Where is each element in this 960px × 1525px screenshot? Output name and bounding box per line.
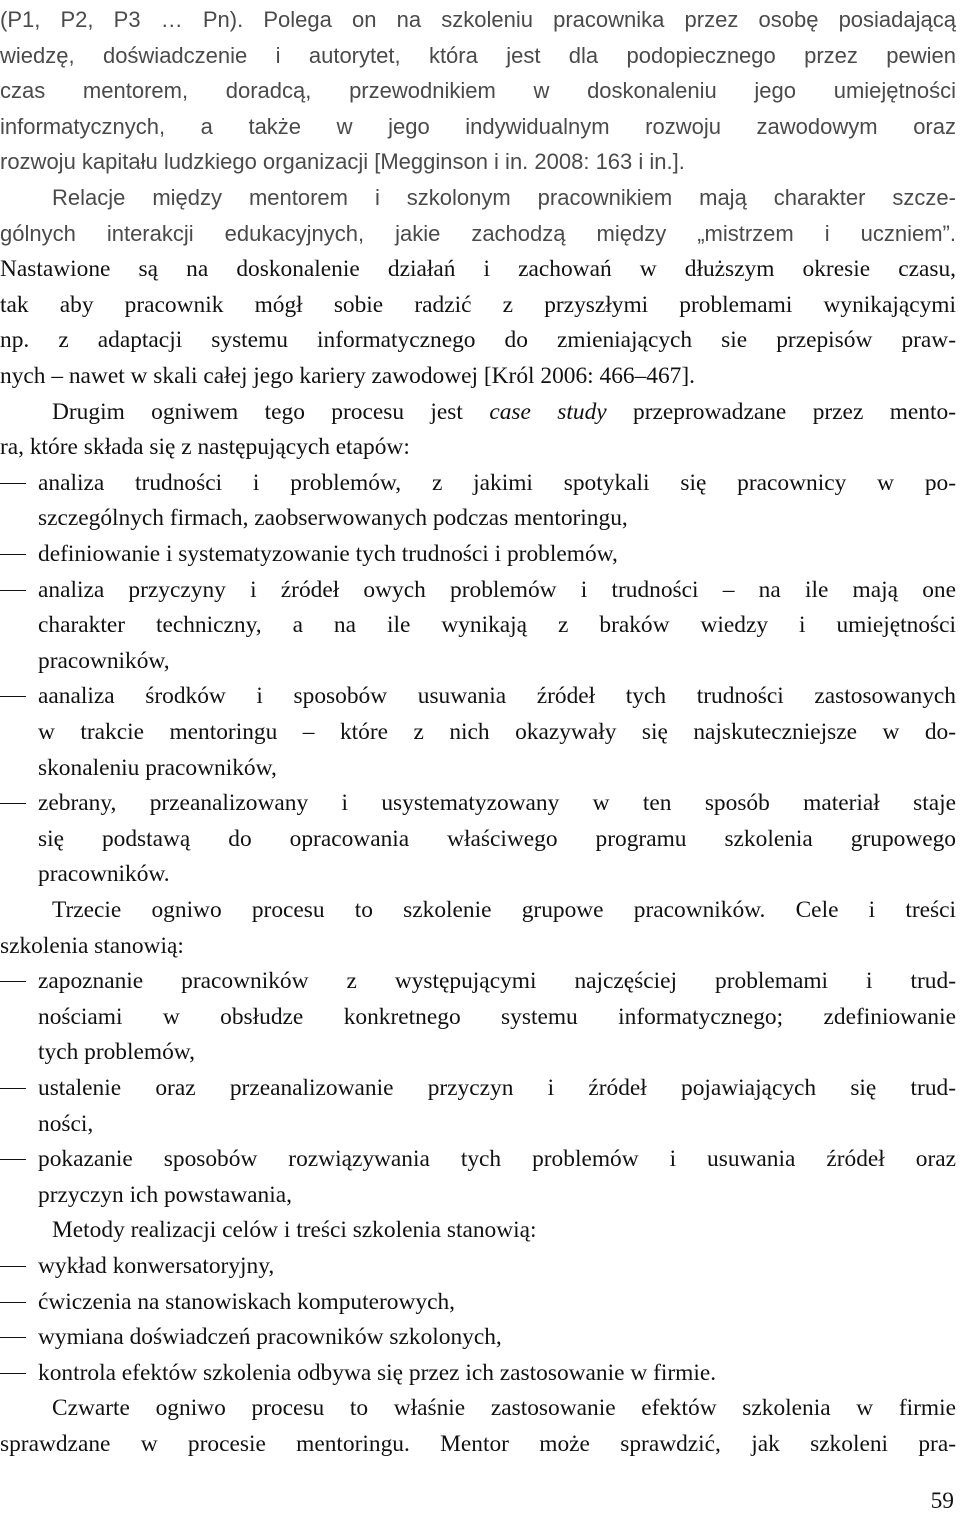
text-line: kontrola efektów szkolenia odbywa się przez ich zastosowanie w firmie.	[38, 1359, 717, 1386]
page-number: 59	[930, 1488, 954, 1514]
text-line: pracowników.	[38, 861, 170, 888]
text-line: się podstawą do opracowania właściwego programu szkolenia grupowego	[38, 825, 956, 852]
text-line: skonaleniu pracowników,	[38, 754, 277, 781]
text-line: aanaliza środków i sposobów usuwania źródeł tych trudności zastosowanych	[38, 683, 956, 710]
text-line: Drugim ogniwem tego procesu jest case study przeprowadzane przez mento-	[52, 398, 956, 425]
text-line: wymiana doświadczeń pracowników szkolonych,	[38, 1324, 502, 1351]
bullet-dash	[0, 554, 26, 555]
bullet-dash	[0, 696, 26, 697]
text-line: gólnych interakcji edukacyjnych, jakie zachodzą między „mistrzem i uczniem”.	[0, 220, 956, 246]
text-line: ra, które składa się z następujących etapów:	[0, 434, 410, 461]
text-line: w trakcie mentoringu – które z nich okazywały się najskuteczniejsze w do-	[38, 719, 956, 745]
bullet-dash	[0, 1302, 26, 1303]
text-line: pracowników,	[38, 647, 170, 674]
text-line: definiowanie i systematyzowanie tych trudności i problemów,	[38, 541, 618, 567]
bullet-dash	[0, 1266, 26, 1267]
bullet-dash	[0, 1337, 26, 1338]
text-line: Trzecie ogniwo procesu to szkolenie grupowe pracowników. Cele i treści	[52, 897, 956, 923]
text-line: nościami w obsłudze konkretnego systemu informatycznego; zdefiniowanie	[38, 1003, 956, 1030]
text-line: zapoznanie pracowników z występującymi najczęściej problemami i trud-	[38, 968, 956, 995]
text-line: rozwoju kapitału ludzkiego organizacji [Megginson i in. 2008: 163 i in.].	[0, 149, 685, 175]
text-line: wykład konwersatoryjny,	[38, 1253, 275, 1279]
text-line: tych problemów,	[38, 1039, 195, 1066]
bullet-dash	[0, 803, 26, 804]
text-line: ustalenie oraz przeanalizowanie przyczyn i źródeł pojawiających się trud-	[38, 1075, 956, 1101]
text-line: analiza trudności i problemów, z jakimi spotykali się pracownicy w po-	[38, 469, 956, 496]
bullet-dash	[0, 590, 26, 591]
text-line: szkolenia stanowią:	[0, 932, 184, 959]
text-line: Relacje między mentorem i szkolonym pracownikiem mają charakter szcze-	[52, 185, 956, 210]
text-line: pokazanie sposobów rozwiązywania tych problemów i usuwania źródeł oraz	[38, 1146, 956, 1173]
bullet-dash	[0, 981, 26, 982]
text-line: wiedzę, doświadczenie i autorytet, która jest dla podopiecznego przez pewien	[0, 42, 956, 68]
text-line: zebrany, przeanalizowany i usystematyzowany w ten sposób materiał staje	[38, 790, 956, 817]
text-line: Czwarte ogniwo procesu to właśnie zastosowanie efektów szkolenia w firmie	[52, 1395, 956, 1422]
text-line: (P1, P2, P3 … Pn). Polega on na szkoleniu pracownika przez osobę posiadającą	[0, 7, 956, 32]
bullet-dash	[0, 1373, 26, 1374]
text-line: Metody realizacji celów i treści szkolenia stanowią:	[52, 1217, 537, 1244]
text-line: przyczyn ich powstawania,	[38, 1181, 292, 1208]
text-line: nych – nawet w skali całej jego kariery zawodowej [Król 2006: 466–467].	[0, 363, 696, 389]
text-line: czas mentorem, doradcą, przewodnikiem w doskonaleniu jego umiejętności	[0, 78, 956, 104]
text-line: Nastawione są na doskonalenie działań i zachowań w dłuższym okresie czasu,	[0, 256, 956, 283]
text-line: charakter techniczny, a na ile wynikają z braków wiedzy i umiejętności	[38, 612, 956, 639]
text-line: analiza przyczyny i źródeł owych problemów i trudności – na ile mają one	[38, 576, 956, 603]
bullet-dash	[0, 1088, 26, 1089]
text-line: ćwiczenia na stanowiskach komputerowych,	[38, 1288, 455, 1315]
bullet-dash	[0, 1159, 26, 1160]
text-line: szczególnych firmach, zaobserwowanych podczas mentoringu,	[38, 505, 628, 532]
text-line: informatycznych, a także w jego indywidualnym rozwoju zawodowym oraz	[0, 113, 956, 139]
text-line: ności,	[38, 1110, 94, 1137]
text-line: sprawdzane w procesie mentoringu. Mentor może sprawdzić, jak szkoleni pra-	[0, 1431, 956, 1457]
text-line: np. z adaptacji systemu informatycznego do zmieniających sie przepisów praw-	[0, 327, 956, 354]
bullet-dash	[0, 483, 26, 484]
text-line: tak aby pracownik mógł sobie radzić z przyszłymi problemami wynikającymi	[0, 291, 956, 318]
